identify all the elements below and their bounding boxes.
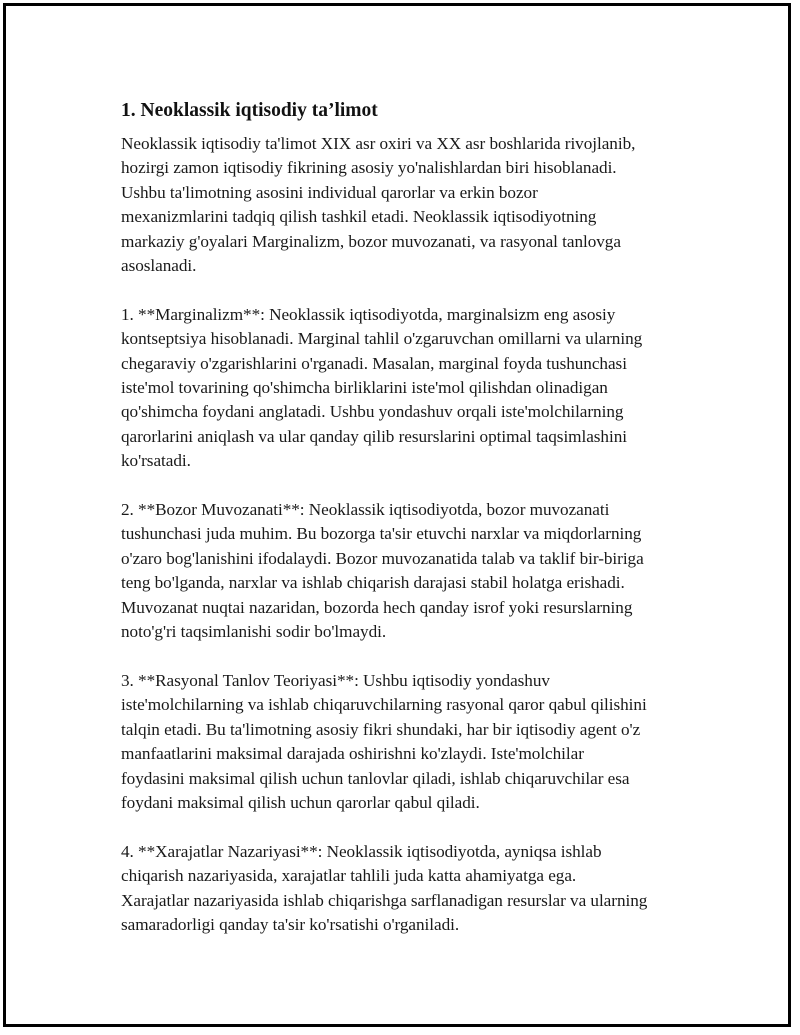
intro-paragraph bbox=[121, 132, 711, 278]
text-line: Ushbu ta'limotning asosini individual qarorlar va erkin bozor bbox=[121, 182, 538, 202]
xarajatlar-paragraph bbox=[121, 840, 711, 938]
text-line: foydasini maksimal qilish uchun tanlovlar qiladi, ishlab chiqaruvchilar esa bbox=[121, 768, 630, 788]
text-line: 4. **Xarajatlar Nazariyasi**: Neoklassik iqtisodiyotda, ayniqsa ishlab bbox=[121, 841, 602, 861]
text-line: Neoklassik iqtisodiy ta'limot XIX asr oxiri va XX asr boshlarida rivojlanib, bbox=[121, 134, 636, 153]
text-line: Xarajatlar nazariyasida ishlab chiqarishga sarflanadigan resurslar va ularning bbox=[121, 890, 648, 910]
text-line: hozirgi zamon iqtisodiy fikrining asosiy yo'nalishlardan biri hisoblanadi. bbox=[121, 158, 617, 178]
text-line: 3. **Rasyonal Tanlov Teoriyasi**: Ushbu iqtisodiy yondashuv bbox=[121, 670, 550, 690]
text-line: Muvozanat nuqtai nazaridan, bozorda hech qanday isrof yoki resurslarning bbox=[121, 597, 633, 617]
text-line: noto'g'ri taqsimlanishi sodir bo'lmaydi. bbox=[121, 622, 387, 642]
text-line: asoslanadi. bbox=[121, 256, 197, 276]
text-line: qo'shimcha foydani anglatadi. Ushbu yondashuv orqali iste'molchilarning bbox=[121, 402, 624, 422]
text-line: iste'molchilarning va ishlab chiqaruvchilarning rasyonal qaror qabul qilishini bbox=[121, 695, 647, 715]
text-line: markaziy g'oyalari Marginalizm, bozor muvozanati, va rasyonal tanlovga bbox=[121, 231, 621, 251]
text-line: manfaatlarini maksimal darajada oshirishni ko'zlaydi. Iste'molchilar bbox=[121, 744, 584, 764]
bozor-muvozanati-paragraph bbox=[121, 498, 711, 644]
rasyonal-tanlov-paragraph bbox=[121, 669, 711, 815]
text-line: iste'mol tovarining qo'shimcha birliklarini iste'mol qilishdan olinadigan bbox=[121, 378, 608, 398]
text-line: mexanizmlarini tadqiq qilish tashkil etadi. Neoklassik iqtisodiyotning bbox=[121, 207, 597, 227]
text-line: teng bo'lganda, narxlar va ishlab chiqarish darajasi stabil holatga erishadi. bbox=[121, 573, 625, 593]
text-line: foydani maksimal qilish uchun qarorlar qabul qiladi. bbox=[121, 792, 480, 812]
text-line: kontseptsiya hisoblanadi. Marginal tahlil o'zgaruvchan omillarni va ularning bbox=[121, 329, 643, 349]
page-frame bbox=[3, 3, 791, 1027]
text-line: 1. **Marginalizm**: Neoklassik iqtisodiyotda, marginalsizm eng asosiy bbox=[121, 304, 616, 324]
document-heading: 1. Neoklassik iqtisodiy ta’limot bbox=[121, 100, 378, 121]
text-line: tushunchasi juda muhim. Bu bozorga ta'sir etuvchi narxlar va miqdorlarning bbox=[121, 524, 642, 544]
text-line: talqin etadi. Bu ta'limotning asosiy fikri shundaki, har bir iqtisodiy agent o'z bbox=[121, 719, 641, 739]
text-line: o'zaro bog'lanishini ifodalaydi. Bozor muvozanatida talab va taklif bir-biriga bbox=[121, 548, 644, 568]
text-line: qarorlarini aniqlash va ular qanday qilib resurslarini optimal taqsimlashini bbox=[121, 426, 627, 446]
text-line: chegaraviy o'zgarishlarini o'rganadi. Masalan, marginal foyda tushunchasi bbox=[121, 353, 627, 373]
text-line: 2. **Bozor Muvozanati**: Neoklassik iqtisodiyotda, bozor muvozanati bbox=[121, 500, 610, 520]
text-line: samaradorligi qanday ta'sir ko'rsatishi o'rganiladi. bbox=[121, 914, 460, 934]
text-line: ko'rsatadi. bbox=[121, 451, 191, 471]
document-body bbox=[121, 98, 711, 962]
text-line: chiqarish nazariyasida, xarajatlar tahlili juda katta ahamiyatga ega. bbox=[121, 866, 577, 886]
marginalizm-paragraph bbox=[121, 303, 711, 474]
